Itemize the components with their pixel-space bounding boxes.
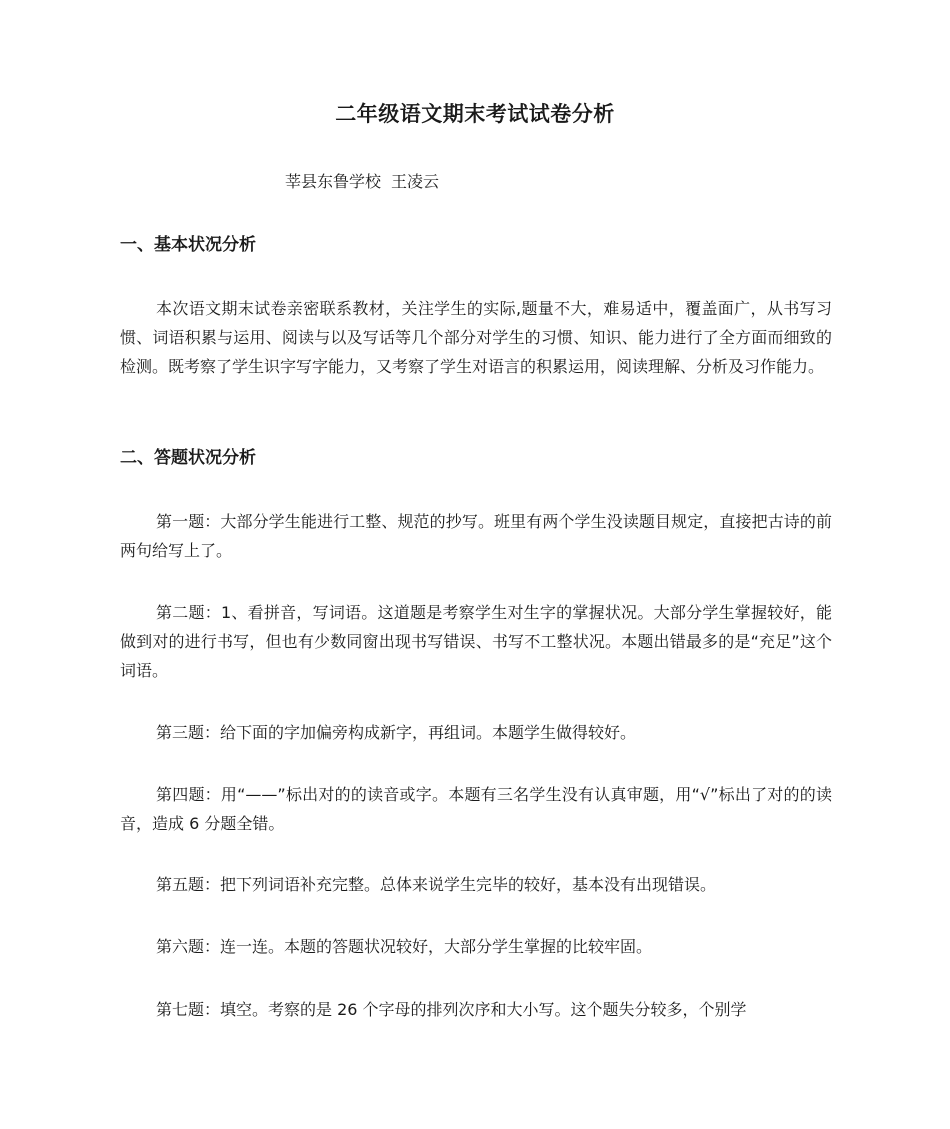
section-heading-basic: 一、基本状况分析 (120, 235, 256, 255)
answer-paragraph-q6: 第六题：连一连。本题的答题状况较好，大部分学生掌握的比较牢固。 (156, 937, 653, 956)
document-title: 二年级语文期末考试试卷分析 (335, 102, 615, 126)
section-basic-paragraph: 本次语文期末试卷亲密联系教材，关注学生的实际,题量不大，难易适中，覆盖面广，从书写习惯、词语积累与运用、阅读与以及写话等几个部分对学生的习惯、知识、能力进行了全方面而细致的检测。既考察了学生识字写字能力，又考察了学生对语言的积累运用，阅读理解、分析及习作能力。 (120, 299, 832, 376)
answer-paragraph-q4: 第四题：用“——”标出对的的读音或字。本题有三名学生没有认真审题，用“√”标出了对的的读音，造成 6 分题全错。 (120, 785, 832, 833)
author-name: 王凌云 (391, 172, 440, 191)
section-heading-answers: 二、答题状况分析 (120, 448, 256, 468)
answer-paragraph-q5: 第五题：把下列词语补充完整。总体来说学生完毕的较好，基本没有出现错误。 (156, 875, 717, 894)
answer-paragraph-q3: 第三题：给下面的字加偏旁构成新字，再组词。本题学生做得较好。 (156, 723, 637, 742)
answer-paragraph-q7: 第七题：填空。考察的是 26 个字母的排列次序和大小写。这个题失分较多，个别学 (156, 1000, 747, 1019)
answer-paragraph-q1: 第一题：大部分学生能进行工整、规范的抄写。班里有两个学生没读题目规定，直接把古诗的前两句给写上了。 (120, 512, 832, 560)
author-school: 莘县东鲁学校 (285, 172, 382, 191)
author-line (285, 170, 439, 194)
answer-paragraph-q2: 第二题：1、看拼音，写词语。这道题是考察学生对生字的掌握状况。大部分学生掌握较好，能做到对的进行书写，但也有少数同窗出现书写错误、书写不工整状况。本题出错最多的是“充足”这个词语。 (120, 603, 832, 680)
